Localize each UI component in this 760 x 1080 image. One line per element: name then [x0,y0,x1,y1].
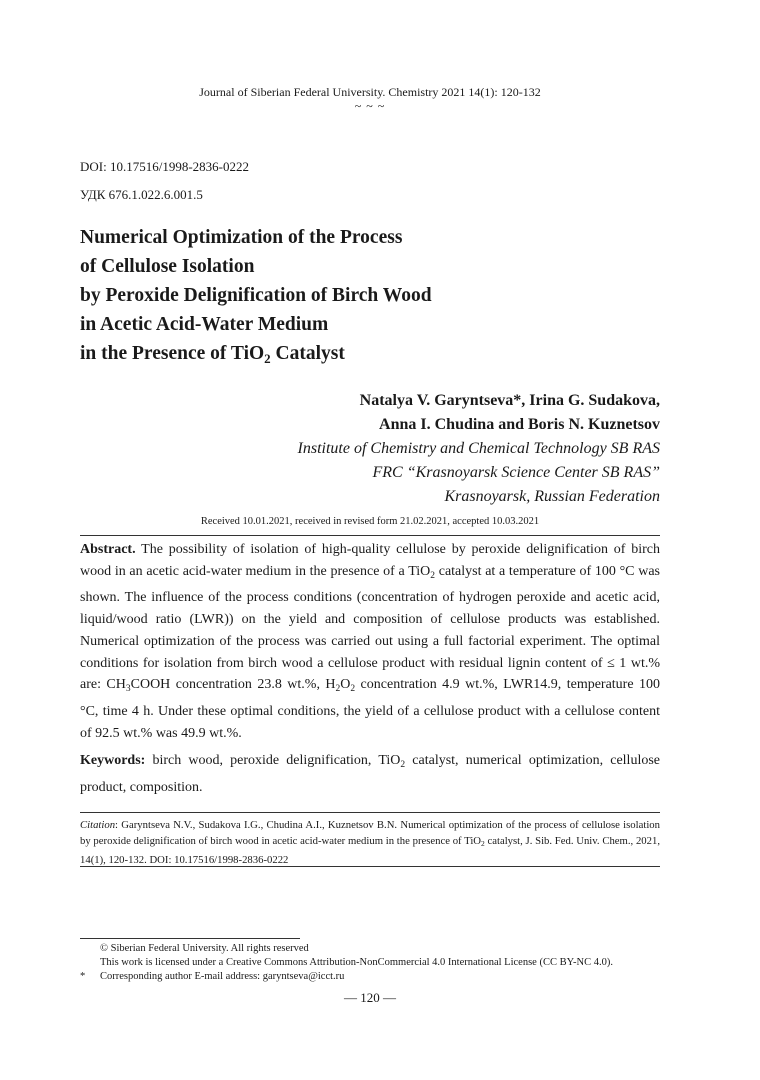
article-title [80,223,640,373]
divider [80,535,660,536]
page-number: — 120 — [344,990,396,1005]
title-line: Numerical Optimization of the Process [80,227,403,248]
footnote-divider [80,938,300,939]
footnote-copyright [80,942,680,955]
footnote-text: © Siberian Federal University. All rights reserved [100,943,309,954]
journal-header: Journal of Siberian Federal University. Chemistry 2021 14(1): 120-132 [199,85,541,99]
footnote-marker: * [80,971,86,982]
footnote-text: Corresponding author E-mail address: garyntseva@icct.ru [100,971,345,982]
keywords-text: catalyst, numerical optimization, cellulose product, composition. [80,753,660,795]
abstract-text: O [340,677,351,693]
doi: DOI: 10.17516/1998-2836-0222 [80,159,249,174]
subscript: 2 [400,760,406,770]
title-line: by Peroxide Delignification of Birch Wood [80,285,432,306]
abstract-text: The possibility of isolation of high-quality cellulose by peroxide delignification of birch wood in an acetic acid-water medium in the presence of a TiO [80,542,660,579]
udk-code: УДК 676.1.022.6.001.5 [80,187,203,202]
citation-text: catalyst, J. Sib. Fed. Univ. Chem., 2021, 14(1), 120-132. DOI: 10.17516/1998-2836-0222 [80,835,660,866]
affiliation: FRC “Krasnoyarsk Science Center SB RAS” [372,464,660,481]
title-line: of Cellulose Isolation [80,256,255,277]
authors-line: Natalya V. Garyntseva*, Irina G. Sudakova, [359,392,660,409]
abstract-text: catalyst at a temperature of 100 °C was shown. The influence of the process conditions (concentration of hydrogen peroxide and acetic acid, liquid/wood ratio (LWR)) on the yield and composition of cellulose products was established. Numerical optimization of the process was carried out using a full factorial experiment. The optimal conditions for isolation from birch wood a cellulose product with residual lignin content of ≤ 1 wt.% are: CH [80,563,660,693]
authors-block [298,389,660,509]
subscript: 2 [350,684,356,695]
affiliation: Krasnoyarsk, Russian Federation [444,488,660,505]
subscript: 2 [481,839,485,848]
abstract-text: concentration 4.9 wt.%, LWR14.9, temperature 100 °C, time 4 h. Under these optimal conditions, the yield of a cellulose product with a cellulose content of 92.5 wt.% was 49.9 wt.%. [80,677,660,741]
abstract [80,539,660,744]
citation [80,817,660,868]
abstract-label: Abstract. [80,542,136,557]
title-line: in Acetic Acid-Water Medium [80,314,329,335]
title-line [80,339,640,373]
affiliation: Institute of Chemistry and Chemical Technology SB RAS [297,440,660,457]
header-ornament: ~ ~ ~ [354,99,386,113]
citation-text: : Garyntseva N.V., Sudakova I.G., Chudina A.I., Kuznetsov B.N. Numerical optimization of the process of cellulose isolation by peroxide delignification of birch wood in acetic acid-water medium in the presence of TiO [80,819,660,847]
footnote-text: This work is licensed under a Creative Commons Attribution-NonCommercial 4.0 International License (CC BY-NC 4.0). [100,957,613,968]
authors-line: Anna I. Chudina and Boris N. Kuznetsov [379,416,660,433]
keywords [80,750,660,798]
divider [80,812,660,813]
citation-label: Citation [80,819,116,831]
footnote-license [80,956,680,969]
subscript: 3 [125,684,131,695]
keywords-text: birch wood, peroxide delignification, TiO [145,753,401,768]
divider [80,866,660,867]
title-text: in the Presence of TiO [80,343,265,364]
abstract-text: COOH concentration 23.8 wt.%, H [130,677,336,693]
received-dates: Received 10.01.2021, received in revised form 21.02.2021, accepted 10.03.2021 [200,516,540,527]
subscript: 2 [430,570,436,581]
subscript: 2 [335,684,341,695]
keywords-label: Keywords: [80,753,146,768]
title-subscript: 2 [264,351,271,366]
footnote-corresponding [80,970,680,983]
title-text: Catalyst [270,343,345,364]
